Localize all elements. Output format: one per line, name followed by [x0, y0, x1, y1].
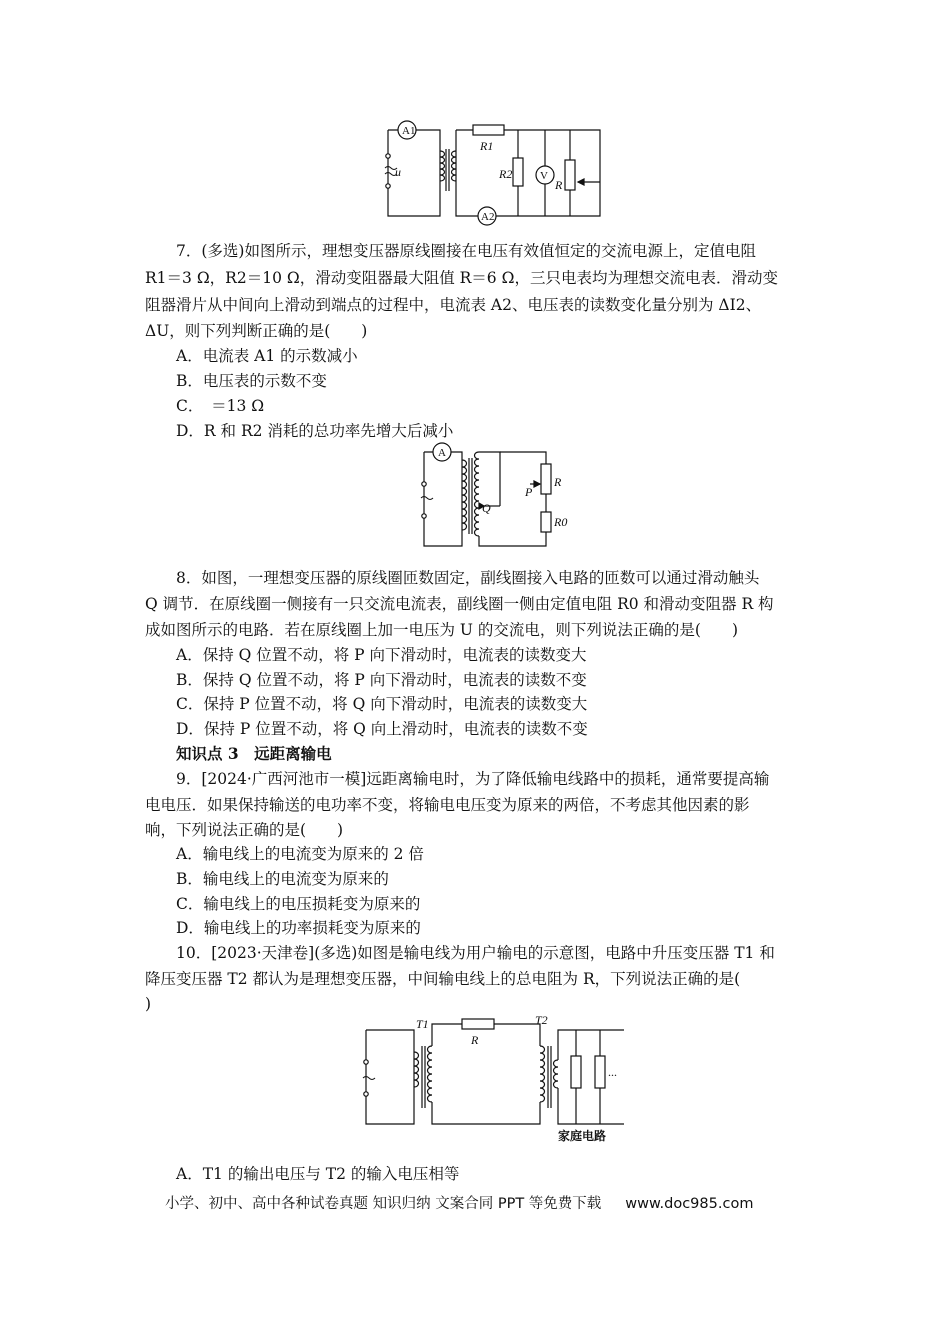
q7-option-d: D．R 和 R2 消耗的总功率先增大后减小	[176, 422, 454, 440]
fig10-label-r: R	[471, 1033, 479, 1047]
q10-line2: 降压变压器 T2 都认为是理想变压器，中间输电线上的总电阻为 R，下列说法正确的是(	[145, 970, 741, 988]
q8-line2: Q 调节．在原线圈一侧接有一只交流电流表，副线圈一侧由定值电阻 R0 和滑动变阻器 R 构	[145, 595, 774, 613]
q8-line3: 成如图所示的电路．若在原线圈上加一电压为 U 的交流电，则下列说法正确的是( )	[145, 621, 739, 639]
fig10-label-t1: T1	[416, 1017, 429, 1031]
q7-line1: 7．(多选)如图所示，理想变压器原线圈接在电压有效值恒定的交流电源上，定值电阻	[176, 242, 756, 260]
q9-option-c: C．输电线上的电压损耗变为原来的	[176, 895, 421, 913]
fig8-label-r0: R0	[554, 515, 568, 529]
circuit-diagram-q7	[380, 116, 605, 228]
fig8-label-q: Q	[482, 501, 491, 515]
page-footer	[165, 1192, 753, 1213]
q9-line1: 9．[2024·广西河池市一模]远距离输电时，为了降低输电线路中的损耗，通常要提高输	[176, 770, 770, 788]
footer-text: 小学、初中、高中各种试卷真题 知识归纳 文案合同 PPT 等免费下载	[165, 1196, 602, 1212]
fig7-label-r1: R1	[480, 139, 494, 153]
fig7-label-r: R	[555, 178, 563, 192]
q10-line1: 10．[2023·天津卷](多选)如图是输电线为用户输电的示意图，电路中升压变压器 T1 和	[176, 944, 775, 962]
fig7-label-v: V	[540, 170, 548, 182]
q9-line3: 响，下列说法正确的是( )	[145, 821, 344, 839]
q9-option-d: D．输电线上的功率损耗变为原来的	[176, 919, 421, 937]
q8-option-c: C．保持 P 位置不动，将 Q 向下滑动时，电流表的读数变大	[176, 695, 588, 713]
fig10-label-ellipsis: ...	[608, 1065, 617, 1079]
q10-option-a: A．T1 的输出电压与 T2 的输入电压相等	[176, 1165, 460, 1183]
circuit-diagram-q8	[412, 440, 572, 552]
q10-line3: )	[145, 995, 152, 1013]
fig8-label-r: R	[554, 475, 562, 489]
fig7-label-a1: A1	[402, 125, 416, 137]
q7-option-b: B．电压表的示数不变	[176, 372, 327, 390]
q8-option-b: B．保持 Q 位置不动，将 P 向下滑动时，电流表的读数不变	[176, 671, 587, 689]
footer-url[interactable]: www.doc985.com	[625, 1196, 754, 1212]
q8-option-d: D．保持 P 位置不动，将 Q 向上滑动时，电流表的读数不变	[176, 720, 588, 738]
q7-option-c: C． ＝13 Ω	[176, 397, 265, 415]
q9-option-a: A．输电线上的电流变为原来的 2 倍	[176, 845, 424, 863]
q7-line4: ΔU，则下列判断正确的是( )	[145, 322, 368, 340]
fig8-label-p: P	[525, 485, 533, 499]
fig10-label-household-circuit: 家庭电路	[558, 1129, 607, 1143]
q9-option-b: B．输电线上的电流变为原来的	[176, 870, 389, 888]
q7-line2: R1＝3 Ω，R2＝10 Ω，滑动变阻器最大阻值 R＝6 Ω，三只电表均为理想交流电表．滑动变	[145, 269, 778, 287]
fig10-label-t2: T2	[535, 1013, 548, 1027]
q8-option-a: A．保持 Q 位置不动，将 P 向下滑动时，电流表的读数变大	[176, 646, 587, 664]
fig7-label-r2: R2	[499, 167, 513, 181]
section-heading: 知识点 3 远距离输电	[176, 744, 332, 763]
q9-line2: 电电压．如果保持输送的电功率不变，将输电电压变为原来的两倍，不考虑其他因素的影	[145, 796, 750, 814]
fig7-label-a2: A2	[481, 211, 495, 223]
q7-line3: 阻器滑片从中间向上滑动到端点的过程中，电流表 A2、电压表的读数变化量分别为 ΔI2、	[145, 296, 762, 314]
q8-line1: 8．如图，一理想变压器的原线圈匝数固定，副线圈接入电路的匝数可以通过滑动触头	[176, 569, 760, 587]
fig8-label-a: A	[438, 447, 446, 459]
fig7-label-u: u	[395, 165, 401, 179]
q7-option-a: A．电流表 A1 的示数减小	[176, 347, 358, 365]
circuit-diagram-q10	[352, 1012, 632, 1148]
